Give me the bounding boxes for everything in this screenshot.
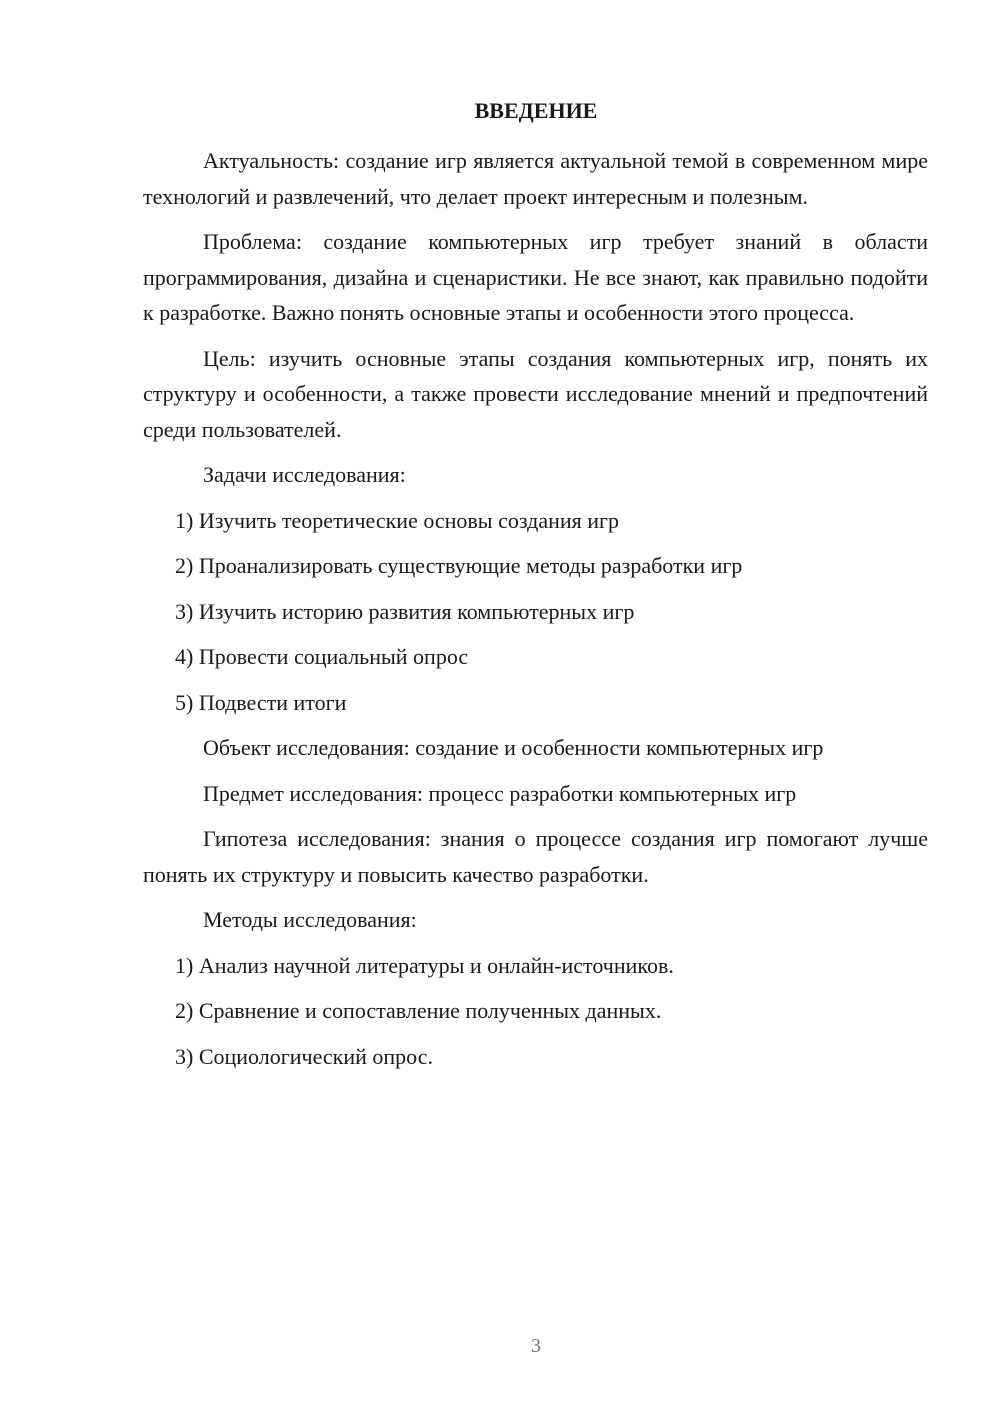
paragraph-goal: Цель: изучить основные этапы создания компьютерных игр, понять их структуру и особенности, а также провести исследование мнений и предпочтений среди пользователей.: [143, 345, 928, 442]
paragraph-problem: Проблема: создание компьютерных игр требует знаний в области программирования, дизайна и сценаристики. Не все знают, как правильно подойти к разработке. Важно понять основные этапы и особенности этого процесса.: [143, 229, 928, 325]
task-item: 4) Провести социальный опрос: [175, 644, 469, 669]
paragraph-relevance: Актуальность: создание игр является актуальной темой в современном мире технологий и развлечений, что делает проект интересным и полезным.: [143, 148, 928, 209]
methods-heading: Методы исследования:: [203, 907, 417, 932]
task-item: 3) Изучить историю развития компьютерных игр: [175, 598, 635, 624]
page-title: ВВЕДЕНИЕ: [474, 98, 598, 123]
paragraph-hypothesis: Гипотеза исследования: знания о процессе создания игр помогают лучше понять их структуру и повысить качество разработки.: [143, 826, 928, 887]
paragraph-object: Объект исследования: создание и особенности компьютерных игр: [203, 735, 824, 760]
paragraph-subject: Предмет исследования: процесс разработки компьютерных игр: [203, 780, 797, 806]
method-item: 1) Анализ научной литературы и онлайн-источников.: [175, 952, 674, 978]
tasks-heading: Задачи исследования:: [203, 462, 406, 487]
task-item: 2) Проанализировать существующие методы разработки игр: [175, 553, 743, 578]
page-number: 3: [531, 1335, 541, 1357]
task-item: 5) Подвести итоги: [175, 689, 347, 715]
method-item: 2) Сравнение и сопоставление полученных данных.: [175, 998, 662, 1023]
document-body: [143, 143, 928, 1084]
method-item: 3) Социологический опрос.: [175, 1043, 433, 1069]
task-item: 1) Изучить теоретические основы создания игр: [175, 507, 620, 533]
